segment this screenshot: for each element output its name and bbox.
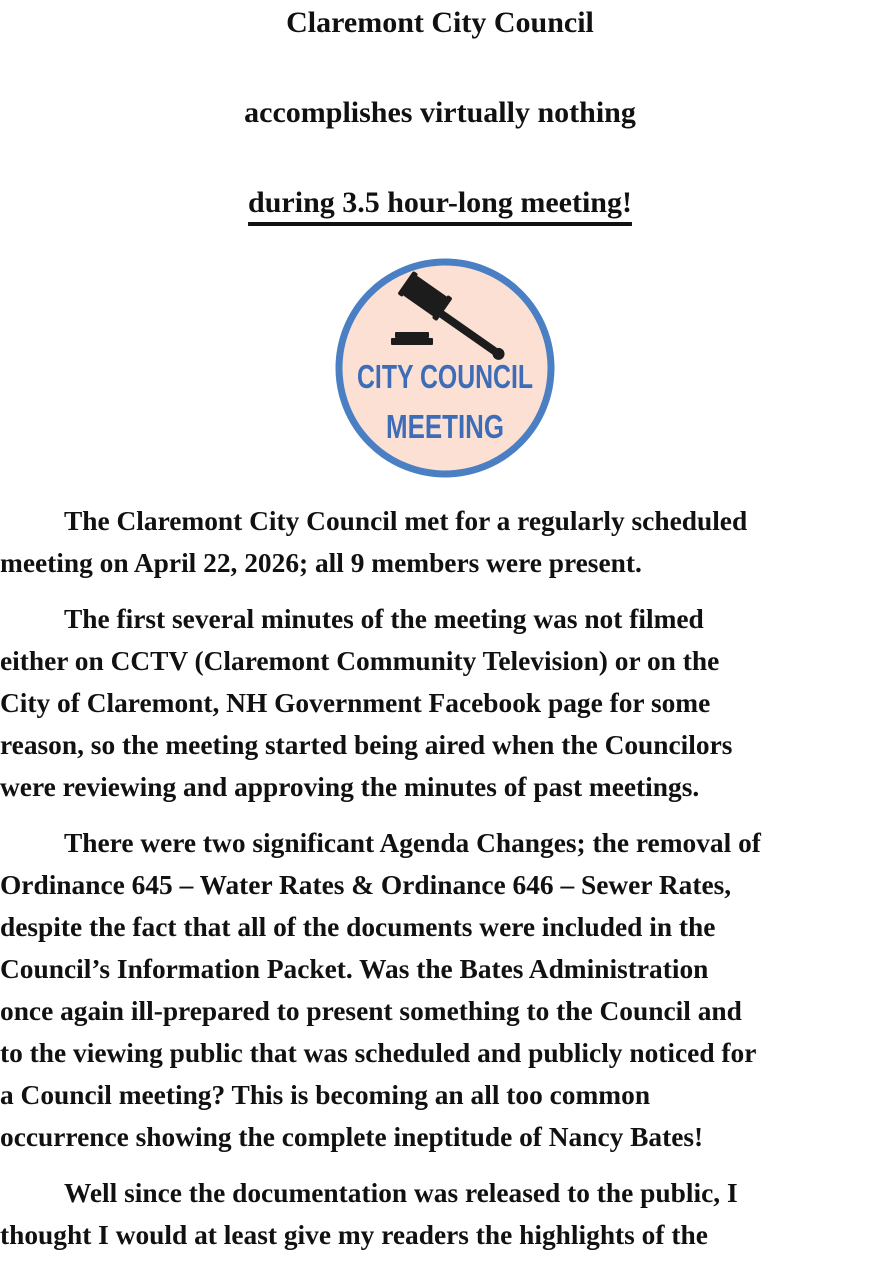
article-body <box>0 500 880 1270</box>
headline-line-1: Claremont City Council <box>286 6 594 39</box>
headline-line-2: accomplishes virtually nothing <box>244 96 636 129</box>
logo-text-line-1: CITY COUNCIL <box>357 358 533 395</box>
article-line: reason, so the meeting started being aired when the Councilors <box>0 730 733 760</box>
article-paragraph <box>0 598 880 808</box>
article-paragraph <box>0 1172 880 1256</box>
article-line: Well since the documentation was released to the public, I <box>64 1178 738 1208</box>
article-line: once again ill-prepared to present something to the Council and <box>0 996 742 1026</box>
article-paragraph <box>0 822 880 1158</box>
headline <box>0 0 880 248</box>
article-line: either on CCTV (Claremont Community Television) or on the <box>0 646 720 676</box>
article-line: The Claremont City Council met for a regularly scheduled <box>64 506 748 536</box>
article-line: despite the fact that all of the documents were included in the <box>0 912 716 942</box>
article-line: thought I would at least give my readers the highlights of the <box>0 1220 708 1250</box>
article-line: City of Claremont, NH Government Facebook page for some <box>0 688 711 718</box>
article-line: to the viewing public that was scheduled and publicly noticed for <box>0 1038 757 1068</box>
article-line: Council’s Information Packet. Was the Bates Administration <box>0 954 709 984</box>
article-line: a Council meeting? This is becoming an all too common <box>0 1080 651 1110</box>
article-line: meeting on April 22, 2026; all 9 members were present. <box>0 548 642 578</box>
headline-line-3-wrap <box>0 158 880 248</box>
article-line: The first several minutes of the meeting was not filmed <box>64 604 704 634</box>
article-line: Ordinance 645 – Water Rates & Ordinance 646 – Sewer Rates, <box>0 870 732 900</box>
headline-line-3: during 3.5 hour-long meeting! <box>248 186 632 219</box>
logo-graphic <box>333 256 557 480</box>
article-line: were reviewing and approving the minutes of past meetings. <box>0 772 700 802</box>
city-council-meeting-logo <box>333 256 557 480</box>
article-line: There were two significant Agenda Changes; the removal of <box>64 828 761 858</box>
article-line: occurrence showing the complete ineptitude of Nancy Bates! <box>0 1122 704 1152</box>
logo-text-line-2: MEETING <box>386 408 504 445</box>
article-paragraph <box>0 500 880 584</box>
